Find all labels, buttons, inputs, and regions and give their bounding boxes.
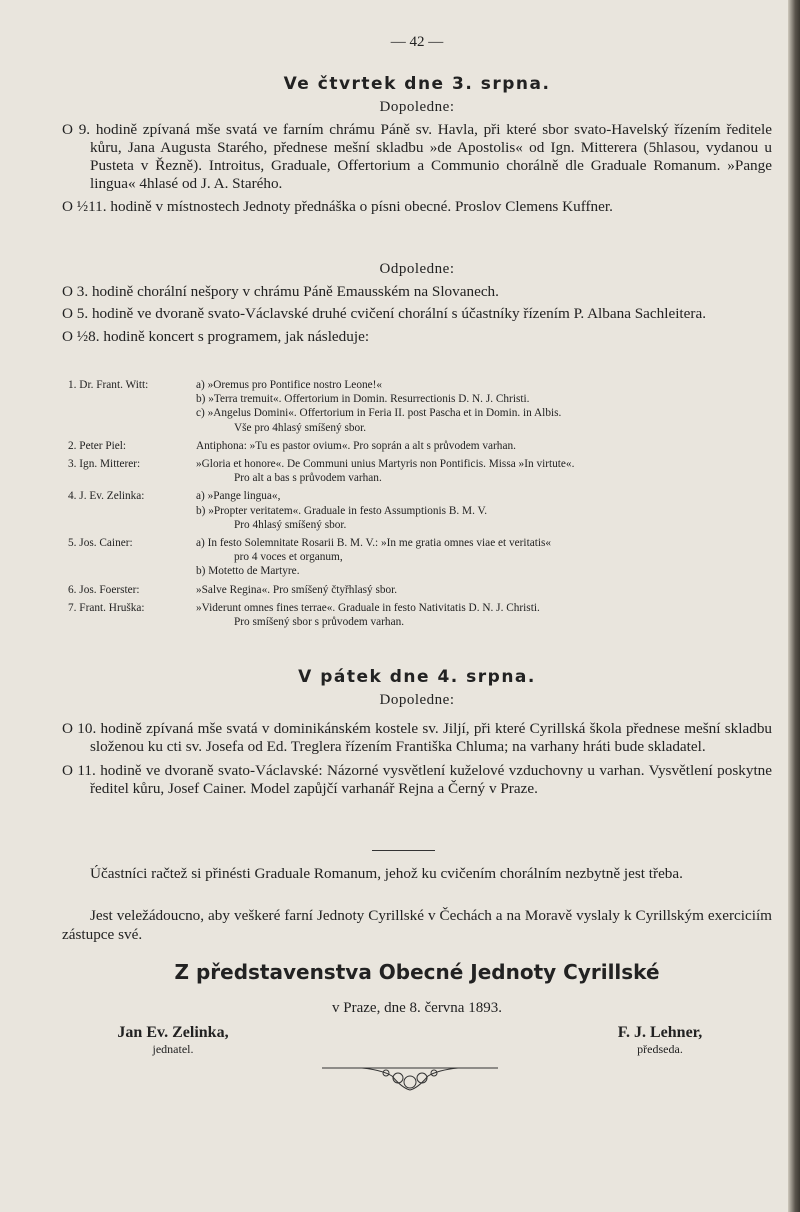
- event-time: O 10.: [62, 720, 97, 737]
- work-line: a) »Oremus pro Pontifice nostro Leone!«: [196, 379, 383, 391]
- note-delegates: Jest veležádoucno, aby veškeré farní Jednoty Cyrillské v Čechách a na Moravě vyslaly k Cyrillským exerciciím zástupce své.: [62, 907, 772, 943]
- event-text: hodině zpívaná mše svatá ve farním chrámu Páně sv. Havla, při které sbor svato-Havelský řízením ředitele kůru, Jana Augusta Staréhо, přednese mešní skladbu »de Apostolis« od Ign. Mitterera (5hlasou, vydanou u Pusteta v Řezně). Introitus, Graduale, Offertorium a Communio chorálně dle Graduale Romanum. »Pange lingua« 4hlasé od J. A. Starého.: [90, 121, 773, 192]
- event-item: [62, 198, 772, 216]
- composer: 3. Ign. Mitterer:: [68, 458, 141, 471]
- program-item: [68, 439, 758, 453]
- signatory-role: jednatel.: [152, 1042, 194, 1056]
- program-item: [68, 536, 758, 579]
- composer: 2. Peter Piel:: [68, 439, 127, 452]
- program-works: [196, 601, 758, 629]
- event-time: O 9.: [62, 121, 91, 138]
- event-text: hodině ve dvoraně svato-Václavské: Názorné vysvětlení kuželové vzduchovny u varhan. Vysvětlení poskytne ředitel kůru, Josef Cainer. Model zapůjčí varhanář Rejna a Černý v Praze.: [90, 762, 773, 797]
- program-works: [196, 439, 758, 453]
- work-line: c) »Angelus Domini«. Offertorium in Feria II. post Pascha et in Domin. in Albis.: [196, 407, 562, 420]
- program-item: [68, 378, 758, 435]
- event-time: O ½8.: [62, 328, 100, 345]
- work-line: a) »Pange lingua«,: [196, 490, 281, 503]
- composer: 6. Jos. Foerster:: [68, 583, 140, 596]
- work-note: Pro 4hlasý smíšený sbor.: [234, 518, 347, 531]
- day2-items: [62, 720, 772, 798]
- event-item: [62, 328, 772, 346]
- program-item: [68, 457, 758, 485]
- signatory-name: F. J. Lehner,: [617, 1024, 703, 1041]
- composer: 7. Frant. Hruška:: [68, 601, 145, 614]
- work-line: pro 4 voces et organum,: [234, 551, 343, 564]
- concert-program: [68, 378, 758, 633]
- day2-morning-label: Dopoledne:: [379, 692, 455, 708]
- event-item: [62, 762, 772, 798]
- work-line: b) »Propter veritatem«. Graduale in festo Assumptionis B. M. V.: [196, 504, 488, 517]
- event-text: hodině v místnostech Jednoty přednáška o písni obecné. Proslov Clemens Kuffner.: [110, 198, 613, 215]
- day2-heading: V pátek dne 4. srpna.: [298, 667, 536, 687]
- event-time: O 3.: [62, 283, 89, 300]
- note-graduale: Účastníci račtež si přinésti Graduale Romanum, jehož ku cvičením chorálním nezbytně jest třeba.: [90, 865, 683, 882]
- composer: 4. J. Ev. Zelinka:: [68, 490, 145, 503]
- work-line: »Gloria et honore«. De Communi unius Martyris non Pontificis. Missa »In virtute«.: [196, 458, 575, 471]
- event-time: O 5.: [62, 305, 89, 322]
- place-date: v Praze, dne 8. června 1893.: [332, 1000, 502, 1016]
- work-note: Pro alt a bas s průvodem varhan.: [234, 472, 382, 485]
- program-works: [196, 378, 758, 435]
- event-text: hodině zpívaná mše svatá v dominikánském kostele sv. Jiljí, při které Cyrillská škola přednese mešní skladbu složenou ku cti sv. Josefa od Ed. Treglera řízením Františka Chluma; na varhany hráti bude skladatel.: [90, 720, 773, 755]
- page-edge: [788, 0, 800, 1212]
- day1-afternoon-label: Odpoledne:: [379, 261, 455, 277]
- day1-morning-items: [62, 121, 772, 216]
- work-line: b) Motetto de Martyre.: [196, 565, 300, 578]
- event-time: O 11.: [62, 762, 96, 779]
- signatory-role: předseda.: [637, 1042, 683, 1056]
- program-works: [196, 457, 758, 485]
- event-time: O ½11.: [62, 198, 107, 215]
- day1-afternoon-items: [62, 283, 772, 346]
- work-line: »Viderunt omnes fines terrae«. Graduale in festo Nativitatis D. N. J. Christi.: [196, 601, 540, 614]
- page-number: — 42 —: [390, 34, 444, 50]
- divider: [372, 850, 435, 851]
- signature-left: [98, 1024, 248, 1057]
- program-item: [68, 489, 758, 532]
- composer: 5. Jos. Cainer:: [68, 537, 133, 550]
- event-text: hodině koncert s programem, jak následuje:: [103, 328, 370, 345]
- signatory-name: Jan Ev. Zelinka,: [117, 1024, 229, 1041]
- work-line: b) »Terra tremuit«. Offertorium in Domin. Resurrectionis D. N. J. Christi.: [196, 393, 530, 406]
- signature-right: [590, 1024, 730, 1057]
- composer: 1. Dr. Frant. Witt:: [68, 379, 149, 391]
- signature-heading: Z představenstva Obecné Jednoty Cyrillské: [174, 960, 660, 984]
- work-note: Vše pro 4hlasý smíšený sbor.: [234, 421, 367, 434]
- event-item: [62, 283, 772, 301]
- work-line: »Salve Regina«. Pro smíšený čtyřhlasý sbor.: [196, 583, 398, 596]
- event-text: hodině chorální nešpory v chrámu Páně Emausském na Slovanech.: [91, 283, 499, 300]
- event-item: [62, 305, 772, 323]
- work-line: Antiphona: »Tu es pastor ovium«. Pro soprán a alt s průvodem varhan.: [196, 439, 516, 452]
- event-text: hodině ve dvoraně svato-Václavské druhé cvičení chorální s účastníky řízením P. Albana Sachleitera.: [91, 305, 706, 322]
- program-works: [196, 489, 758, 532]
- work-line: a) In festo Solemnitate Rosarii B. M. V.: »In me gratia omnes viae et veritatis«: [196, 537, 552, 550]
- program-item: [68, 583, 758, 597]
- day1-heading: Ve čtvrtek dne 3. srpna.: [283, 74, 551, 94]
- event-item: [62, 720, 772, 756]
- program-works: [196, 583, 758, 597]
- program-works: [196, 536, 758, 579]
- day1-morning-label: Dopoledne:: [379, 99, 455, 115]
- ornament-icon: [322, 1062, 498, 1094]
- program-item: [68, 601, 758, 629]
- work-note: Pro smíšený sbor s průvodem varhan.: [234, 616, 405, 629]
- event-item: [62, 121, 772, 193]
